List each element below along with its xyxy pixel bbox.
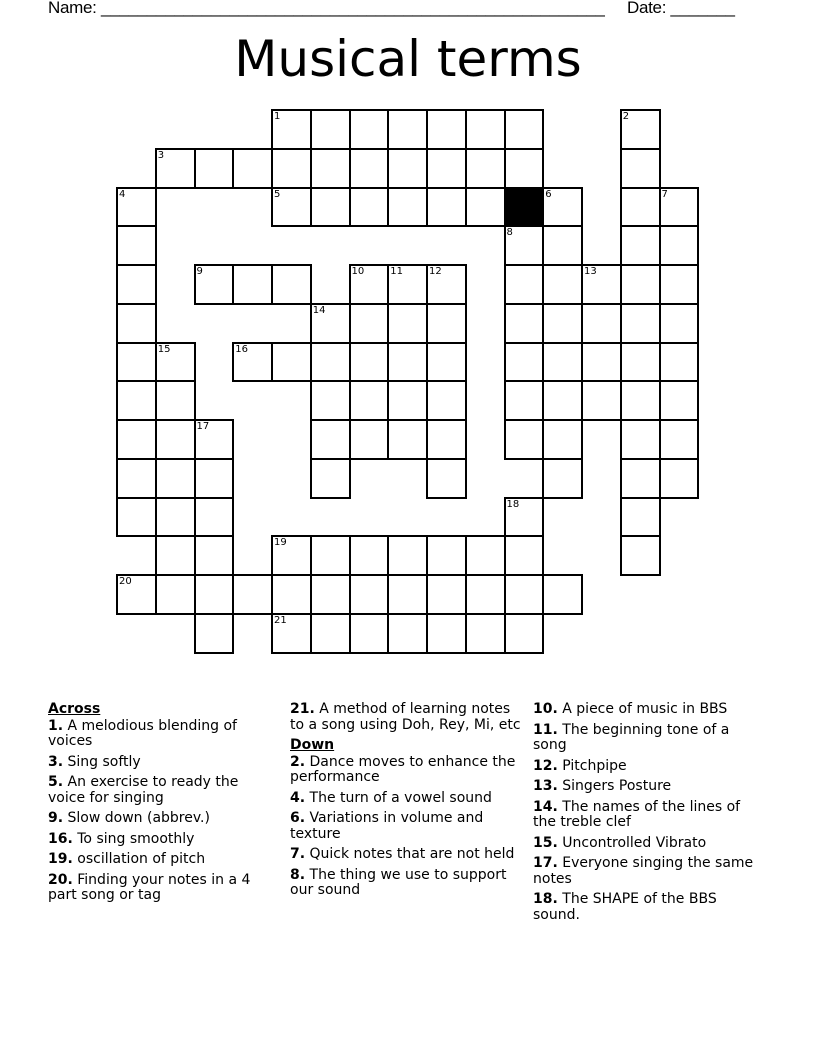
grid-cell[interactable]	[310, 148, 351, 189]
clue-text: The turn of a vowel sound	[305, 789, 492, 806]
grid-cell[interactable]	[271, 109, 312, 150]
clue-down-2	[290, 755, 525, 786]
grid-cell[interactable]	[310, 419, 351, 460]
clue-number: 12	[429, 266, 442, 277]
grid-cell[interactable]	[426, 419, 467, 460]
clue-text: Variations in volume and texture	[290, 810, 484, 842]
grid-cell[interactable]	[504, 342, 545, 383]
clue-number: 3	[157, 149, 165, 161]
grid-cell[interactable]	[504, 613, 545, 654]
grid-cell[interactable]	[310, 535, 351, 576]
grid-cell[interactable]	[504, 380, 545, 421]
grid-cell[interactable]	[349, 574, 390, 615]
clue-text: Pitchpipe	[557, 757, 627, 774]
grid-cell[interactable]	[349, 187, 390, 228]
clue-number: 11.	[533, 721, 558, 738]
grid-cell[interactable]	[232, 574, 273, 615]
clue-number: 21.	[290, 701, 315, 717]
clue-text: A melodious blending of voices	[48, 717, 237, 749]
grid-cell[interactable]	[232, 264, 273, 305]
clue-number: 19	[274, 537, 287, 549]
grid-cell[interactable]	[349, 380, 390, 421]
clue-number: 9	[196, 266, 203, 277]
grid-cell[interactable]	[232, 342, 273, 383]
grid-cell[interactable]	[426, 303, 467, 344]
grid-cell[interactable]	[504, 303, 545, 344]
grid-cell[interactable]	[620, 342, 661, 383]
grid-cell[interactable]	[155, 148, 196, 189]
clue-number: 10.	[533, 701, 558, 717]
grid-cell[interactable]	[310, 380, 351, 421]
grid-cell[interactable]	[116, 225, 157, 266]
grid-cell[interactable]	[659, 303, 700, 344]
grid-cell[interactable]	[542, 419, 583, 460]
clue-text: The names of the lines of the treble clef	[533, 798, 741, 830]
grid-cell[interactable]	[349, 303, 390, 344]
grid-cell[interactable]	[426, 109, 467, 150]
grid-cell[interactable]	[620, 109, 661, 150]
grid-cell[interactable]	[426, 148, 467, 189]
grid-cell[interactable]	[349, 419, 390, 460]
grid-cell[interactable]	[310, 613, 351, 654]
grid-cell[interactable]	[310, 187, 351, 228]
grid-cell[interactable]	[387, 109, 428, 150]
clue-text: Quick notes that are not held	[305, 846, 515, 862]
grid-cell[interactable]	[349, 342, 390, 383]
grid-cell[interactable]	[620, 497, 661, 538]
clue-down-12	[533, 759, 765, 775]
clue-text: The beginning tone of a song	[533, 721, 730, 753]
across-heading: Across	[48, 701, 101, 717]
grid-cell[interactable]	[504, 225, 545, 266]
clue-down-7	[290, 847, 525, 863]
grid-cell[interactable]	[349, 109, 390, 150]
grid-cell[interactable]	[116, 187, 157, 228]
clue-number: 5	[274, 188, 281, 200]
clue-number: 20.	[48, 871, 73, 888]
grid-cell[interactable]	[426, 535, 467, 576]
clues-column-1	[48, 702, 278, 909]
grid-cell[interactable]	[659, 225, 700, 266]
clue-number: 11	[390, 266, 403, 277]
grid-cell[interactable]	[271, 187, 312, 228]
clue-across-3	[48, 755, 278, 771]
grid-cell[interactable]	[465, 109, 506, 150]
grid-cell[interactable]	[659, 187, 700, 228]
clue-number: 3.	[48, 753, 64, 770]
clue-number: 7	[661, 188, 668, 200]
clue-number: 9.	[48, 810, 64, 826]
grid-cell[interactable]	[465, 574, 506, 615]
clue-number: 4.	[290, 789, 306, 806]
grid-cell[interactable]	[271, 148, 312, 189]
grid-cell[interactable]	[504, 535, 545, 576]
grid-cell[interactable]	[349, 148, 390, 189]
clue-text: The thing we use to support our sound	[290, 866, 507, 898]
grid-cell[interactable]	[271, 574, 312, 615]
clue-number: 17.	[533, 855, 558, 871]
grid-cell[interactable]	[504, 497, 545, 538]
grid-cell[interactable]	[542, 574, 583, 615]
grid-cell[interactable]	[542, 380, 583, 421]
clue-number: 14.	[533, 798, 558, 815]
grid-cell[interactable]	[349, 264, 390, 305]
clue-across-20	[48, 873, 278, 904]
clue-number: 2.	[290, 753, 306, 770]
clue-down-18	[533, 892, 765, 923]
clue-number: 2	[622, 111, 630, 122]
grid-cell[interactable]	[232, 148, 273, 189]
grid-cell[interactable]	[387, 148, 428, 189]
clue-number: 14	[312, 304, 326, 316]
grid-cell[interactable]	[194, 148, 235, 189]
clue-text: Singers Posture	[557, 778, 672, 794]
clue-number: 18	[506, 498, 520, 510]
grid-cell[interactable]	[581, 303, 622, 344]
grid-cell[interactable]	[194, 535, 235, 576]
grid-cell[interactable]	[620, 419, 661, 460]
name-field[interactable]: Name: _______________________________________________________	[48, 0, 605, 17]
clue-across-9	[48, 811, 278, 827]
grid-cell[interactable]	[155, 380, 196, 421]
grid-cell[interactable]	[504, 574, 545, 615]
clue-number: 16.	[48, 830, 73, 847]
grid-cell[interactable]	[426, 187, 467, 228]
grid-cell[interactable]	[659, 380, 700, 421]
clue-number: 4	[119, 188, 126, 200]
grid-cell[interactable]	[155, 535, 196, 576]
clue-down-6	[290, 811, 525, 842]
grid-cell[interactable]	[310, 342, 351, 383]
clue-number: 6.	[290, 810, 306, 826]
grid-cell[interactable]	[387, 303, 428, 344]
grid-cell[interactable]	[426, 613, 467, 654]
clue-number: 18.	[533, 891, 558, 907]
clue-number: 16	[235, 343, 248, 355]
grid-cell[interactable]	[426, 380, 467, 421]
date-field[interactable]: Date: _______	[627, 0, 735, 17]
clue-across-21	[290, 702, 525, 733]
grid-cell[interactable]	[116, 303, 157, 344]
page-title: Musical terms	[234, 30, 582, 88]
clue-number: 13	[584, 266, 597, 277]
clue-number: 8.	[290, 866, 306, 883]
clue-text: Slow down (abbrev.)	[63, 810, 210, 826]
clue-number: 8	[506, 227, 513, 239]
clue-text: Everyone singing the same notes	[533, 855, 754, 887]
grid-cell[interactable]	[620, 187, 661, 228]
grid-cell[interactable]	[620, 264, 661, 305]
grid-cell[interactable]	[271, 535, 312, 576]
grid-cell[interactable]	[659, 342, 700, 383]
grid-cell[interactable]	[349, 613, 390, 654]
clue-text: To sing smoothly	[72, 830, 195, 847]
grid-cell[interactable]	[659, 458, 700, 499]
grid-cell[interactable]	[387, 264, 428, 305]
clue-down-11	[533, 723, 765, 754]
grid-cell[interactable]	[310, 303, 351, 344]
grid-cell[interactable]	[504, 419, 545, 460]
clue-text: An exercise to ready the voice for singing	[48, 774, 239, 806]
clues-column-3	[533, 702, 765, 928]
grid-cell[interactable]	[194, 264, 235, 305]
clue-text: A method of learning notes to a song using Doh, Rey, Mi, etc	[290, 701, 521, 733]
clue-number: 10	[351, 266, 365, 277]
clue-number: 15.	[533, 834, 558, 851]
clue-across-16	[48, 832, 278, 848]
clue-number: 17	[196, 421, 210, 432]
grid-cell[interactable]	[465, 535, 506, 576]
grid-cell[interactable]	[542, 187, 583, 228]
grid-cell[interactable]	[155, 497, 196, 538]
clue-text: A piece of music in BBS	[557, 701, 728, 717]
grid-cell[interactable]	[465, 148, 506, 189]
clue-text: Uncontrolled Vibrato	[557, 834, 707, 851]
grid-cell[interactable]	[155, 574, 196, 615]
grid-cell[interactable]	[426, 342, 467, 383]
clue-number: 12.	[533, 757, 558, 774]
grid-cell[interactable]	[542, 342, 583, 383]
grid-cell[interactable]	[387, 613, 428, 654]
grid-cell[interactable]	[504, 264, 545, 305]
grid-cell[interactable]	[659, 419, 700, 460]
grid-cell[interactable]	[659, 264, 700, 305]
grid-cell[interactable]	[620, 148, 661, 189]
clues-column-2	[290, 702, 525, 904]
clue-number: 5.	[48, 774, 64, 790]
grid-cell[interactable]	[387, 419, 428, 460]
grid-cell[interactable]	[620, 535, 661, 576]
grid-cell[interactable]	[426, 574, 467, 615]
clue-number: 1.	[48, 717, 64, 734]
grid-cell[interactable]	[387, 187, 428, 228]
grid-cell[interactable]	[581, 342, 622, 383]
grid-cell[interactable]	[194, 613, 235, 654]
grid-cell[interactable]	[387, 342, 428, 383]
grid-cell[interactable]	[426, 458, 467, 499]
clue-across-1	[48, 719, 278, 750]
grid-cell[interactable]	[116, 419, 157, 460]
grid-cell[interactable]	[542, 225, 583, 266]
grid-cell[interactable]	[116, 574, 157, 615]
grid-cell[interactable]	[581, 264, 622, 305]
clue-number: 19.	[48, 851, 73, 867]
grid-cell[interactable]	[465, 613, 506, 654]
grid-cell[interactable]	[542, 303, 583, 344]
grid-cell[interactable]	[271, 342, 312, 383]
grid-cell[interactable]	[387, 380, 428, 421]
clue-down-15	[533, 836, 765, 852]
grid-cell[interactable]	[310, 574, 351, 615]
clue-across-19	[48, 852, 278, 868]
grid-cell[interactable]	[271, 613, 312, 654]
grid-cell[interactable]	[387, 574, 428, 615]
grid-cell[interactable]	[542, 264, 583, 305]
grid-cell[interactable]	[620, 380, 661, 421]
grid-cell[interactable]	[194, 574, 235, 615]
clue-down-10	[533, 702, 765, 718]
grid-cell[interactable]	[620, 225, 661, 266]
clue-number: 1	[274, 111, 281, 122]
clue-number: 21	[274, 614, 287, 626]
clue-down-13	[533, 779, 765, 795]
clue-down-14	[533, 800, 765, 831]
clue-text: The SHAPE of the BBS sound.	[533, 891, 717, 923]
clue-text: Dance moves to enhance the performance	[290, 753, 516, 785]
clue-down-17	[533, 856, 765, 887]
grid-cell[interactable]	[465, 187, 506, 228]
clue-number: 13.	[533, 778, 558, 794]
grid-cell[interactable]	[504, 148, 545, 189]
clue-down-8	[290, 868, 525, 899]
grid-cell[interactable]	[155, 458, 196, 499]
grid-cell[interactable]	[194, 497, 235, 538]
grid-cell[interactable]	[310, 109, 351, 150]
clue-text: Finding your notes in a 4 part song or tag	[48, 871, 251, 903]
black-cell	[504, 187, 545, 228]
grid-cell[interactable]	[155, 419, 196, 460]
grid-cell[interactable]	[349, 535, 390, 576]
clue-text: oscillation of pitch	[72, 851, 206, 867]
down-heading: Down	[290, 737, 335, 753]
grid-cell[interactable]	[116, 342, 157, 383]
clue-across-5	[48, 775, 278, 806]
clue-down-4	[290, 791, 525, 807]
clue-number: 6	[545, 188, 552, 200]
grid-cell[interactable]	[116, 264, 157, 305]
grid-cell[interactable]	[542, 458, 583, 499]
grid-cell[interactable]	[504, 109, 545, 150]
grid-cell[interactable]	[387, 535, 428, 576]
clue-number: 15	[157, 343, 171, 355]
grid-cell[interactable]	[116, 380, 157, 421]
grid-cell[interactable]	[620, 303, 661, 344]
grid-cell[interactable]	[581, 380, 622, 421]
clue-number: 7.	[290, 846, 306, 862]
grid-cell[interactable]	[426, 264, 467, 305]
grid-cell[interactable]	[116, 458, 157, 499]
grid-cell[interactable]	[194, 458, 235, 499]
grid-cell[interactable]	[271, 264, 312, 305]
grid-cell[interactable]	[310, 458, 351, 499]
grid-cell[interactable]	[620, 458, 661, 499]
grid-cell[interactable]	[194, 419, 235, 460]
grid-cell[interactable]	[116, 497, 157, 538]
grid-cell[interactable]	[155, 342, 196, 383]
clue-text: Sing softly	[63, 753, 141, 770]
clue-number: 20	[119, 576, 132, 587]
